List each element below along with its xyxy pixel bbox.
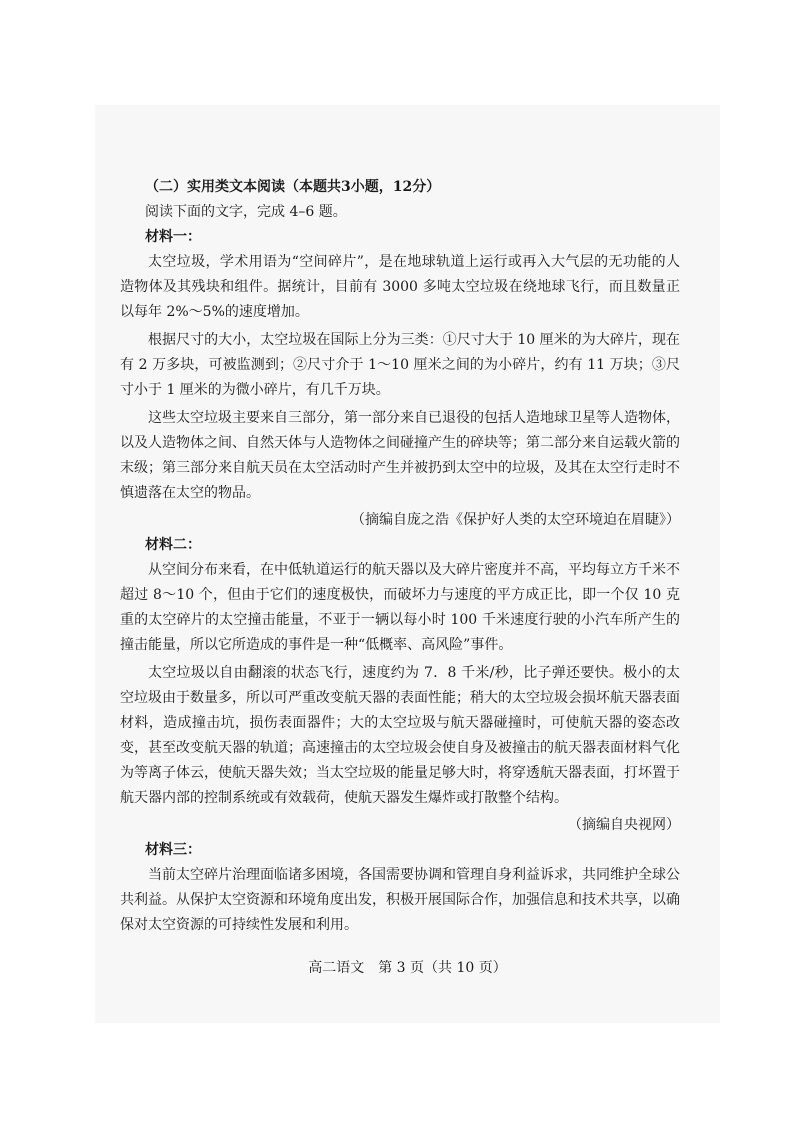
instruction-text: 阅读下面的文字，完成 4–6 题。 (145, 204, 347, 220)
material2-paragraph-1: 从空间分布来看，在中低轨道运行的航天器以及大碎片密度并不高，平均每立方千米不超过 8～10 个，但由于它们的速度极快，而破坏力与速度的平方成正比，即一个仅 10 克重的太空碎片的太空撞击能量，不亚于一辆以每小时 100 千米速度行驶的小汽车所产生的撞击能量，所以它所造成的事件是一种“低概率、高风险”事件。 (120, 562, 680, 653)
page-footer: 高二语文 第 3 页（共 10 页） (308, 960, 507, 976)
material2-paragraph-2: 太空垃圾以自由翻滚的状态飞行，速度约为 7．8 千米/秒，比子弹还要快。极小的太空垃圾由于数量多，所以可严重改变航天器的表面性能；稍大的太空垃圾会损坏航天器表面材料，造成撞击坑，损伤表面器件；大的太空垃圾与航天器碰撞时，可使航天器的姿态改变，甚至改变航天器的轨道；高速撞击的太空垃圾会使自身及被撞击的航天器表面材料气化为等离子体云，使航天器失效；当太空垃圾的能量足够大时，将穿透航天器表面，打坏置于航天器内部的控制系统或有效载荷，使航天器发生爆炸或打散整个结构。 (120, 665, 680, 806)
material2-heading: 材料二： (145, 537, 201, 553)
material1-heading: 材料一： (145, 229, 201, 245)
material1-paragraph-3: 这些太空垃圾主要来自三部分，第一部分来自已退役的包括人造地球卫星等人造物体，以及人造物体之间、自然天体与人造物体之间碰撞产生的碎块等；第二部分来自运载火箭的末级；第三部分来自航天员在太空活动时产生并被扔到太空中的垃圾，及其在太空行走时不慎遗落在太空的物品。 (120, 410, 680, 501)
material1-source: （摘编自庞之浩《保护好人类的太空环境迫在眉睫》） (351, 512, 680, 528)
material1-paragraph-2: 根据尺寸的大小，太空垃圾在国际上分为三类：①尺寸大于 10 厘米的为大碎片，现在有 2 万多块，可被监测到；②尺寸介于 1～10 厘米之间的为小碎片，约有 11 万块；③尺寸小于 1 厘米的为微小碎片，有几千万块。 (120, 332, 680, 398)
material3-heading: 材料三： (145, 842, 201, 858)
material1-paragraph-1: 太空垃圾，学术用语为“空间碎片”，是在地球轨道上运行或再入大气层的无功能的人造物体及其残块和组件。据统计，目前有 3000 多吨太空垃圾在绕地球飞行，而且数量正以每年 2%～5%的速度增加。 (120, 254, 680, 320)
section-title: （二）实用类文本阅读（本题共3小题，12分） (145, 179, 441, 195)
material2-source: （摘编自央视网） (568, 817, 680, 833)
page-content (120, 175, 680, 938)
material3-paragraph-1: 当前太空碎片治理面临诸多困境，各国需要协调和管理自身利益诉求，共同维护全球公共利益。从保护太空资源和环境角度出发，积极开展国际合作，加强信息和技术共享，以确保对太空资源的可持续性发展和利用。 (120, 867, 680, 933)
